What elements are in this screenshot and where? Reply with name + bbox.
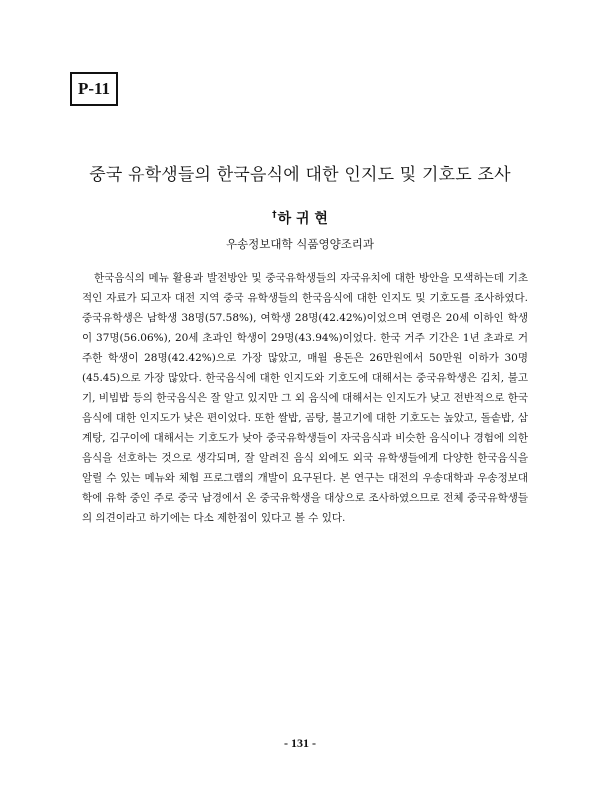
abstract-body: 한국음식의 메뉴 활용과 발전방안 및 중국유학생들의 자국유치에 대한 방안을 모색하는데 기초적인 자료가 되고자 대전 지역 중국 유학생들의 한국음식에 대한 인지도 및 기호도를 조사하였다. 중국유학생은 남학생 38명(57.58%), 여학생 28명(42.42%)이었으며 연령은 20세 이하인 학생이 37명(56.06%), 20세 초과인 학생이 29명(43.94%)이었다. 한국 거주 기간은 1년 초과로 거주한 학생이 28명(42.42%)으로 가장 많았고, 매월 용돈은 26만원에서 50만원 이하가 30명(45.45)으로 가장 많았다. 한국음식에 대한 인지도와 기호도에 대해서는 중국유학생은 김치, 불고기, 비빔밥 등의 한국음식은 잘 알고 있지만 그 외 음식에 대해서는 인지도가 낮고 전반적으로 한국음식에 대한 인지도가 낮은 편이었다. 또한 쌀밥, 곰탕, 불고기에 대한 기호도는 높았고, 돌솥밥, 삼계탕, 김구이에 대해서는 기호도가 낮아 중국유학생들이 자국음식과 비슷한 음식이나 경험에 의한 음식을 선호하는 것으로 생각되며, 잘 알려진 음식 외에도 외국 유학생들에게 다양한 한국음식을 알릴 수 있는 메뉴와 체험 프로그램의 개발이 요구된다. 본 연구는 대전의 우송대학과 우송정보대학에 유학 중인 주로 중국 남경에서 온 중국유학생을 대상으로 조사하였으므로 전체 중국유학생들의 의견이라고 하기에는 다소 제한점이 있다고 볼 수 있다.: [82, 272, 528, 524]
paper-title: 중국 유학생들의 한국음식에 대한 인지도 및 기호도 조사: [89, 165, 511, 185]
page-number: - 131 -: [284, 736, 316, 750]
corresponding-author-marker: †: [272, 210, 277, 221]
author-name: 하 귀 현: [277, 211, 328, 227]
author-affiliation: 우송정보대학 식품영양조리과: [225, 237, 375, 251]
poster-number-badge: P-11: [70, 72, 118, 106]
author-line: [0, 208, 600, 228]
